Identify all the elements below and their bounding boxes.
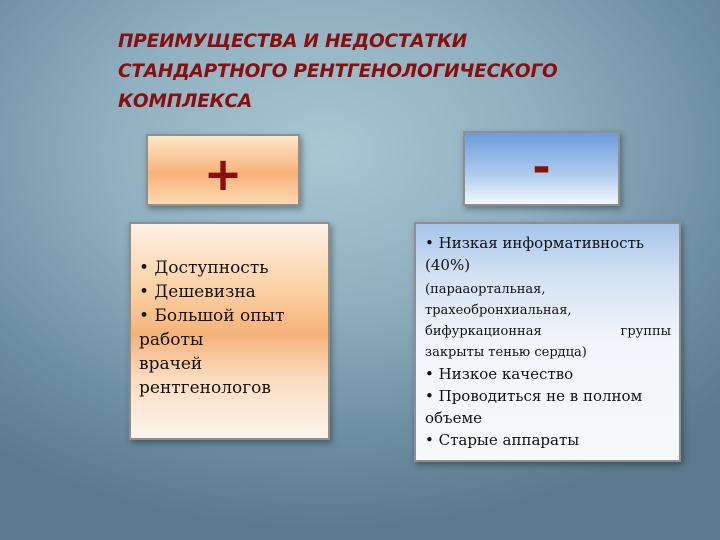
cons-note-line-4: закрыты тенью сердца) (425, 345, 587, 360)
pros-item-experience-cont-2: врачей (139, 354, 203, 374)
cons-item-low-informativeness: • Низкая информативность (425, 234, 645, 252)
cons-item-incomplete: • Проводиться не в полном (425, 387, 643, 405)
pros-item-availability: • Доступность (139, 258, 269, 278)
pros-item-low-cost: • Дешевизна (139, 282, 256, 302)
slide-title-line-3: КОМПЛЕКСА (118, 91, 252, 112)
cons-item-incomplete-cont: объеме (425, 409, 483, 427)
plus-sign: + (203, 147, 243, 201)
cons-item-low-informativeness-percent: (40%) (425, 256, 471, 274)
slide-title-line-1: ПРЕИМУЩЕСТВА И НЕДОСТАТКИ (118, 31, 468, 52)
cons-note-line-2: трахеобронхиальная, (425, 303, 572, 318)
pros-list (129, 222, 330, 440)
cons-note-line-1: (парааортальная, (425, 282, 546, 297)
cons-item-low-quality: • Низкое качество (425, 365, 574, 383)
cons-header (463, 131, 620, 206)
pros-item-experience-cont-3: рентгенологов (139, 378, 271, 398)
pros-header (146, 134, 300, 206)
cons-note-line-3a: бифуркационная (425, 324, 542, 339)
cons-note-line-3 (425, 321, 671, 342)
cons-list (414, 222, 681, 462)
slide-title-line-2: СТАНДАРТНОГО РЕНТГЕНОЛОГИЧЕСКОГО (118, 61, 558, 82)
minus-sign: - (532, 142, 551, 193)
slide-title (118, 27, 678, 117)
pros-item-experience: • Большой опыт (139, 306, 285, 326)
cons-item-old-equipment: • Старые аппараты (425, 431, 580, 449)
cons-note-line-3b: группы (620, 324, 671, 339)
pros-item-experience-cont-1: работы (139, 330, 204, 350)
